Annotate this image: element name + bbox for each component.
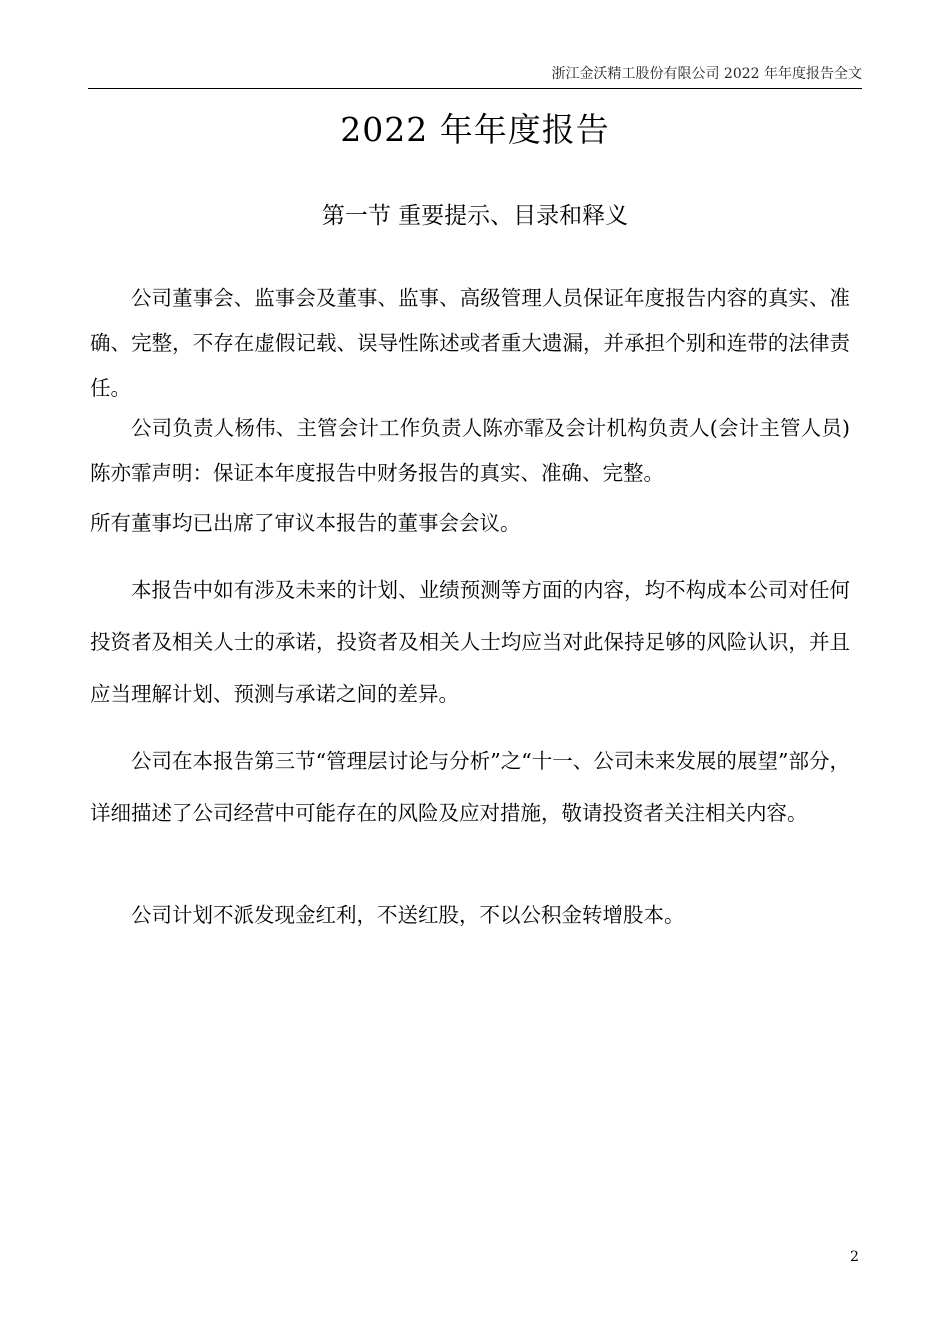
header-text: 浙江金沃精工股份有限公司 2022 年年度报告全文 bbox=[551, 66, 862, 82]
paragraph-forward-looking-disclaimer: 本报告中如有涉及未来的计划、业绩预测等方面的内容，均不构成本公司对任何投资者及相关人士的承诺，投资者及相关人士均应当对此保持足够的风险认识，并且应当理解计划、预测与承诺之间的差异。 bbox=[90, 578, 850, 706]
page-header bbox=[88, 0, 862, 89]
document-title: 2022 年年度报告 bbox=[340, 110, 610, 149]
paragraph-officer-declaration: 公司负责人杨伟、主管会计工作负责人陈亦霏及会计机构负责人(会计主管人员)陈亦霏声明：保证本年度报告中财务报告的真实、准确、完整。 bbox=[90, 416, 850, 485]
paragraph-risk-reference: 公司在本报告第三节“管理层讨论与分析”之“十一、公司未来发展的展望”部分，详细描述了公司经营中可能存在的风险及应对措施，敬请投资者关注相关内容。 bbox=[90, 749, 850, 825]
paragraph-responsibility-statement: 公司董事会、监事会及董事、监事、高级管理人员保证年度报告内容的真实、准确、完整，不存在虚假记载、误导性陈述或者重大遗漏，并承担个别和连带的法律责任。 bbox=[90, 286, 850, 400]
section-title: 第一节 重要提示、目录和释义 bbox=[321, 203, 629, 229]
page-number: 2 bbox=[850, 1249, 859, 1265]
paragraph-board-attendance: 所有董事均已出席了审议本报告的董事会会议。 bbox=[90, 511, 521, 535]
paragraph-dividend-plan: 公司计划不派发现金红利，不送红股，不以公积金转增股本。 bbox=[131, 903, 685, 927]
